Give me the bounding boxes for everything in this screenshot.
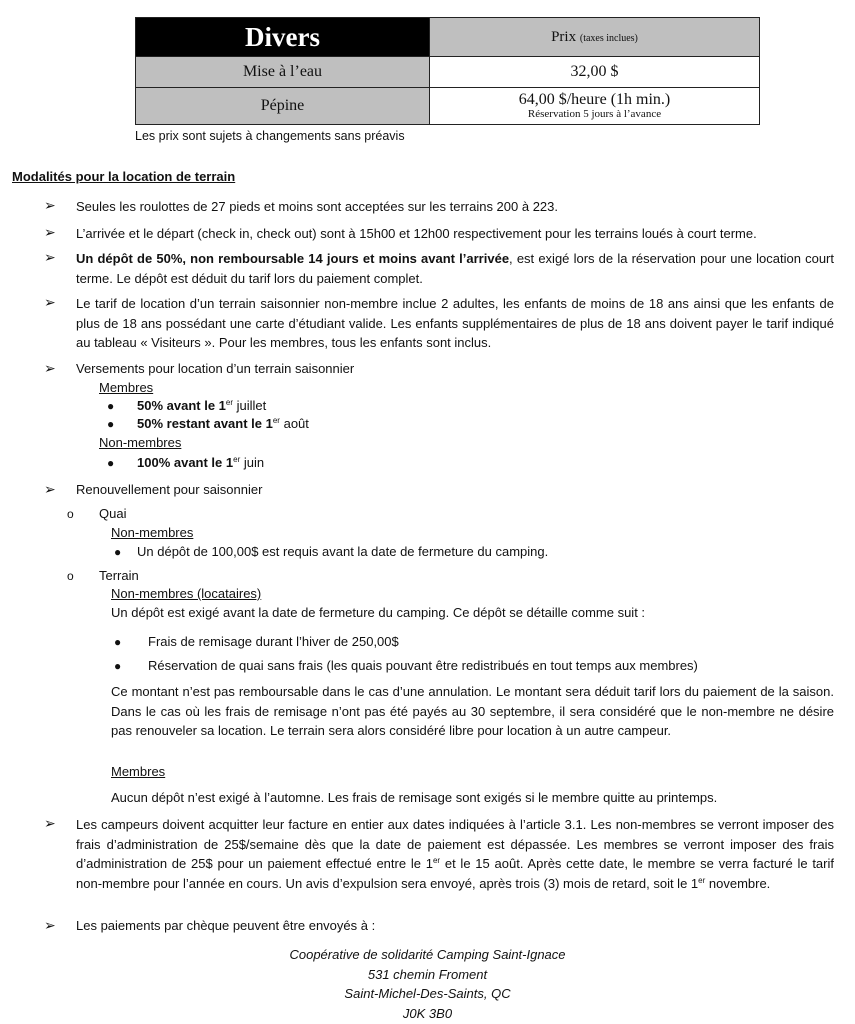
members-label: Membres — [99, 380, 154, 395]
arrow-bullet-icon: ➢ — [44, 815, 56, 831]
bullet-icon: ● — [107, 456, 115, 470]
terrain-members-text: Aucun dépôt n’est exigé à l’automne. Les frais de remisage sont exigés si le membre quitte au printemps. — [111, 790, 718, 805]
address-line-2: 531 chemin Froment — [367, 966, 488, 982]
circle-bullet-icon: o — [67, 569, 74, 583]
price-table — [135, 17, 760, 125]
price-change-note: Les prix sont sujets à changements sans préavis — [135, 129, 405, 143]
row-price-mise-a-leau: 32,00 $ — [430, 57, 760, 88]
item-payment-terms: Les campeurs doivent acquitter leur facture en entier aux dates indiquées à l’article 3.1. Les non-membres se verront imposer des frais d’administration de 25$/semaine dès que la date de paiement est dépassée. Les membres se verront imposer des frais d’administration de 25$ pour un paiement effectué entre le 1er et le 15 août. Après cette date, le membre se verra facturé le tarif non-membre pour l’année en cours. Un avis d’expulsion sera envoyé, après trois (3) mois de retard, soit le 1er novembre. — [76, 817, 834, 891]
bullet-icon: ● — [114, 635, 122, 649]
nonmember-payment-1: 100% avant le 1er juin — [137, 455, 265, 470]
bullet-icon: ● — [107, 399, 115, 413]
address-line-3: Saint-Michel-Des-Saints, QC — [344, 986, 511, 1001]
circle-bullet-icon: o — [67, 507, 74, 521]
terrain-intro: Un dépôt est exigé avant la date de fermeture du camping. Ce dépôt se détaille comme suit : — [111, 605, 646, 620]
quai-deposit-text: Un dépôt de 100,00$ est requis avant la date de fermeture du camping. — [137, 544, 549, 559]
nonmembers-label: Non-membres — [99, 435, 182, 450]
row-label-pepine: Pépine — [136, 88, 430, 125]
arrow-bullet-icon: ➢ — [44, 360, 56, 376]
row-label-mise-a-leau: Mise à l’eau — [136, 57, 430, 88]
section-title: Modalités pour la location de terrain — [12, 169, 236, 184]
price-header-note: (taxes inclues) — [579, 32, 638, 44]
bullet-icon: ● — [107, 417, 115, 431]
terrain-members-label: Membres — [111, 764, 166, 779]
row-price-pepine: 64,00 $/heure (1h min.) Réservation 5 jours à l’avance — [430, 88, 760, 125]
item-deposit: Un dépôt de 50%, non remboursable 14 jours et moins avant l’arrivée, est exigé lors de la réservation pour une location court terme. Le dépôt est déduit du tarif lors du paiement complet. — [76, 251, 834, 286]
arrow-bullet-icon: ➢ — [44, 197, 56, 213]
terrain-refund-paragraph: Ce montant n’est pas remboursable dans le cas d’une annulation. Le montant sera déduit tarif lors du paiement de la saison. Dans le cas où les frais de remisage n’ont pas été payés au 30 septembre, il sera considéré que le non-membre ne désire pas renouveler sa location. Le terrain sera alors considéré libre pour location à un autre campeur. — [111, 684, 834, 738]
divers-header: Divers — [136, 18, 430, 57]
bullet-icon: ● — [114, 545, 122, 559]
item-seasonal-payments: Versements pour location d’un terrain saisonnier — [76, 361, 355, 376]
quai-label: Quai — [99, 506, 127, 521]
address-line-1: Coopérative de solidarité Camping Saint-Ignace — [289, 947, 566, 962]
arrow-bullet-icon: ➢ — [44, 249, 56, 265]
arrow-bullet-icon: ➢ — [44, 294, 56, 310]
arrow-bullet-icon: ➢ — [44, 224, 56, 240]
item-cheque-payments: Les paiements par chèque peuvent être envoyés à : — [76, 918, 376, 933]
address-line-4: J0K 3B0 — [402, 1005, 453, 1021]
member-payment-1: 50% avant le 1er juillet — [137, 398, 267, 413]
member-payment-2: 50% restant avant le 1er août — [137, 416, 309, 431]
quai-nonmembers-label: Non-membres — [111, 525, 194, 540]
item-renewal: Renouvellement pour saisonnier — [76, 482, 263, 497]
terrain-label: Terrain — [99, 568, 139, 583]
pepine-note: Réservation 5 jours à l’avance — [527, 107, 662, 120]
mailing-address — [0, 945, 855, 1023]
price-header: Prix (taxes inclues) — [430, 18, 760, 57]
item-trailer-size: Seules les roulottes de 27 pieds et moins sont acceptées sur les terrains 200 à 223. — [76, 199, 559, 214]
item-checkin-times: L’arrivée et le départ (check in, check out) sont à 15h00 et 12h00 respectivement pour les terrains loués à court terme. — [76, 226, 757, 241]
terrain-storage-fee: Frais de remisage durant l’hiver de 250,00$ — [148, 634, 399, 649]
bullet-icon: ● — [114, 659, 122, 673]
arrow-bullet-icon: ➢ — [44, 917, 56, 933]
arrow-bullet-icon: ➢ — [44, 481, 56, 497]
terrain-dock-reservation: Réservation de quai sans frais (les quais pouvant être redistribués en tout temps aux membres) — [148, 658, 698, 673]
terrain-nonmembers-label: Non-membres (locataires) — [111, 586, 262, 601]
item-seasonal-rate: Le tarif de location d’un terrain saisonnier non-membre inclue 2 adultes, les enfants de moins de 18 ans ainsi que les enfants de plus de 18 ans possédant une carte d’étudiant valide. Les enfants supplémentaires de plus de 18 ans doivent payer le tarif indiqué au tableau « Visiteurs ». Pour les membres, tous les enfants sont inclus. — [76, 296, 834, 350]
